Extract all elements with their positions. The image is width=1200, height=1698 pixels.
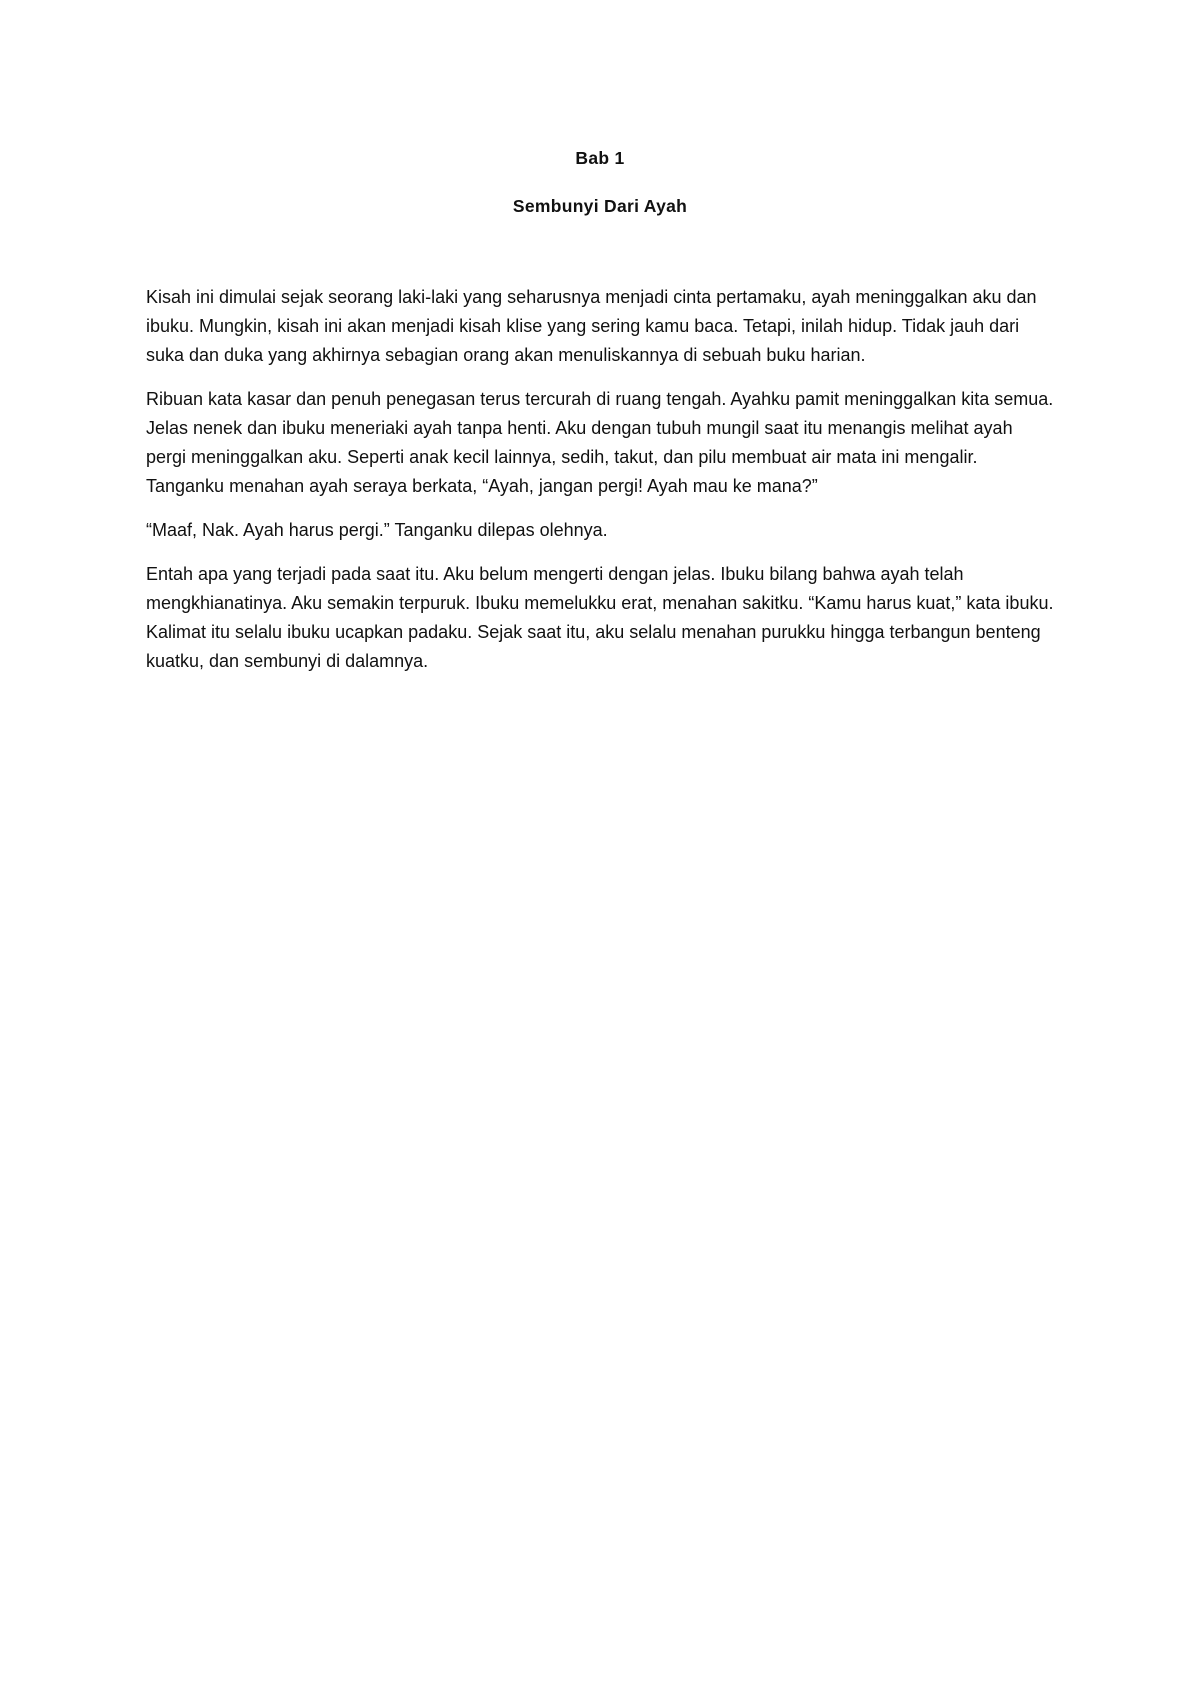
paragraph-4: Entah apa yang terjadi pada saat itu. Aku belum mengerti dengan jelas. Ibuku bilang bahwa ayah telah mengkhianatinya. Aku semakin terpuruk. Ibuku memelukku erat, menahan sakitku. “Kamu harus kuat,” kata ibuku. Kalimat itu selalu ibuku ucapkan padaku. Sejak saat itu, aku selalu menahan purukku hingga terbangun benteng kuatku, dan sembunyi di dalamnya.: [146, 564, 1054, 671]
chapter-title: Sembunyi Dari Ayah: [512, 196, 688, 216]
paragraph-2: Ribuan kata kasar dan penuh penegasan terus tercurah di ruang tengah. Ayahku pamit meninggalkan kita semua. Jelas nenek dan ibuku meneriaki ayah tanpa henti. Aku dengan tubuh mungil saat itu menangis melihat ayah pergi meninggalkan aku. Seperti anak kecil lainnya, sedih, takut, dan pilu membuat air mata ini mengalir. Tanganku menahan ayah seraya berkata, “Ayah, jangan pergi! Ayah mau ke mana?”: [146, 389, 1054, 496]
chapter-heading: Bab 1: [575, 148, 625, 168]
paragraph-1: Kisah ini dimulai sejak seorang laki-laki yang seharusnya menjadi cinta pertamaku, ayah meninggalkan aku dan ibuku. Mungkin, kisah ini akan menjadi kisah klise yang sering kamu baca. Tetapi, inilah hidup. Tidak jauh dari suka dan duka yang akhirnya sebagian orang akan menuliskannya di sebuah buku harian.: [146, 287, 1037, 365]
body-text: [146, 283, 1054, 691]
paragraph-3: “Maaf, Nak. Ayah harus pergi.” Tanganku dilepas olehnya.: [146, 520, 608, 540]
